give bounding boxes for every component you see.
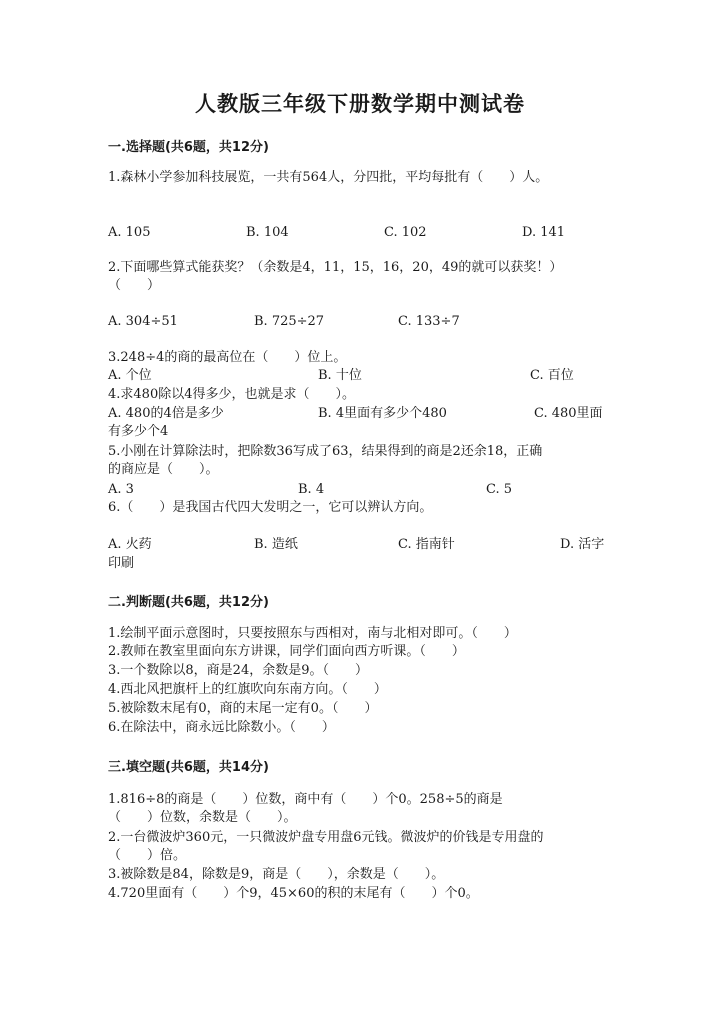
question-6: 6.（ ）是我国古代四大发明之一，它可以辨认方向。 <box>108 500 433 515</box>
q3-option-c: C. 百位 <box>530 368 574 383</box>
q4-option-c: C. 480里面 <box>534 406 603 421</box>
question-1: 1.森林小学参加科技展览，一共有564人，分四批，平均每批有（ ）人。 <box>108 170 549 185</box>
q2-option-a: A. 304÷51 <box>108 314 178 329</box>
q1-option-b: B. 104 <box>246 225 289 240</box>
section-heading-choice: 一.选择题(共6题，共12分) <box>108 140 269 155</box>
q1-option-a: A. 105 <box>108 225 151 240</box>
fill-question-4: 4.720里面有（ ）个9，45×60的积的末尾有（ ）个0。 <box>108 886 479 901</box>
q4-option-c-cont: 有多少个4 <box>108 424 169 439</box>
fill-question-1: 1.816÷8的商是（ ）位数，商中有（ ）个0。258÷5的商是 <box>108 792 503 807</box>
judgment-item: 4.西北风把旗杆上的红旗吹向东南方向。（ ） <box>108 682 387 697</box>
q6-option-b: B. 造纸 <box>254 537 298 552</box>
q3-option-b: B. 十位 <box>318 368 362 383</box>
q1-option-d: D. 141 <box>522 225 566 240</box>
section-heading-judgment: 二.判断题(共6题，共12分) <box>108 595 269 610</box>
judgment-item: 1.绘制平面示意图时，只要按照东与西相对，南与北相对即可。（ ） <box>108 626 517 641</box>
q2-option-b: B. 725÷27 <box>254 314 325 329</box>
question-2: 2.下面哪些算式能获奖？（余数是4，11，15，16，20，49的就可以获奖！） <box>108 260 563 275</box>
judgment-item: 6.在除法中，商永远比除数小。（ ） <box>108 720 335 735</box>
question-5-cont: 的商应是（ ）。 <box>108 462 219 477</box>
q1-option-c: C. 102 <box>384 225 427 240</box>
fill-question-2: 2.一台微波炉360元，一只微波炉盘专用盘6元钱。微波炉的价钱是专用盘的 <box>108 830 544 845</box>
question-4: 4.求480除以4得多少，也就是求（ ）。 <box>108 387 355 402</box>
q4-option-b: B. 4里面有多少个480 <box>318 406 447 421</box>
section-heading-fill: 三.填空题(共6题，共14分) <box>108 760 269 775</box>
q2-option-c: C. 133÷7 <box>398 314 460 329</box>
q3-option-a: A. 个位 <box>108 368 152 383</box>
q5-option-a: A. 3 <box>108 482 134 497</box>
judgment-item: 5.被除数末尾有0，商的末尾一定有0。（ ） <box>108 701 378 716</box>
fill-question-1-cont: （ ）位数，余数是（ ）。 <box>108 810 297 825</box>
q6-option-d-cont: 印刷 <box>108 556 135 571</box>
q6-option-d: D. 活字 <box>560 537 605 552</box>
fill-question-3: 3.被除数是84，除数是9，商是（ ），余数是（ ）。 <box>108 867 445 882</box>
question-2-cont: （ ） <box>108 278 161 293</box>
fill-question-2-cont: （ ）倍。 <box>108 848 187 863</box>
judgment-item: 3.一个数除以8，商是24，余数是9。（ ） <box>108 663 368 678</box>
q4-option-a: A. 480的4倍是多少 <box>108 406 224 421</box>
question-3: 3.248÷4的商的最高位在（ ）位上。 <box>108 350 347 365</box>
q5-option-b: B. 4 <box>298 482 325 497</box>
q6-option-a: A. 火药 <box>108 537 152 552</box>
judgment-item: 2.教师在教室里面向东方讲课，同学们面向西方听课。（ ） <box>108 644 465 659</box>
page-title: 人教版三年级下册数学期中测试卷 <box>195 91 525 116</box>
question-5: 5.小刚在计算除法时，把除数36写成了63，结果得到的商是2还余18，正确 <box>108 444 543 459</box>
q6-option-c: C. 指南针 <box>398 537 455 552</box>
q5-option-c: C. 5 <box>486 482 513 497</box>
